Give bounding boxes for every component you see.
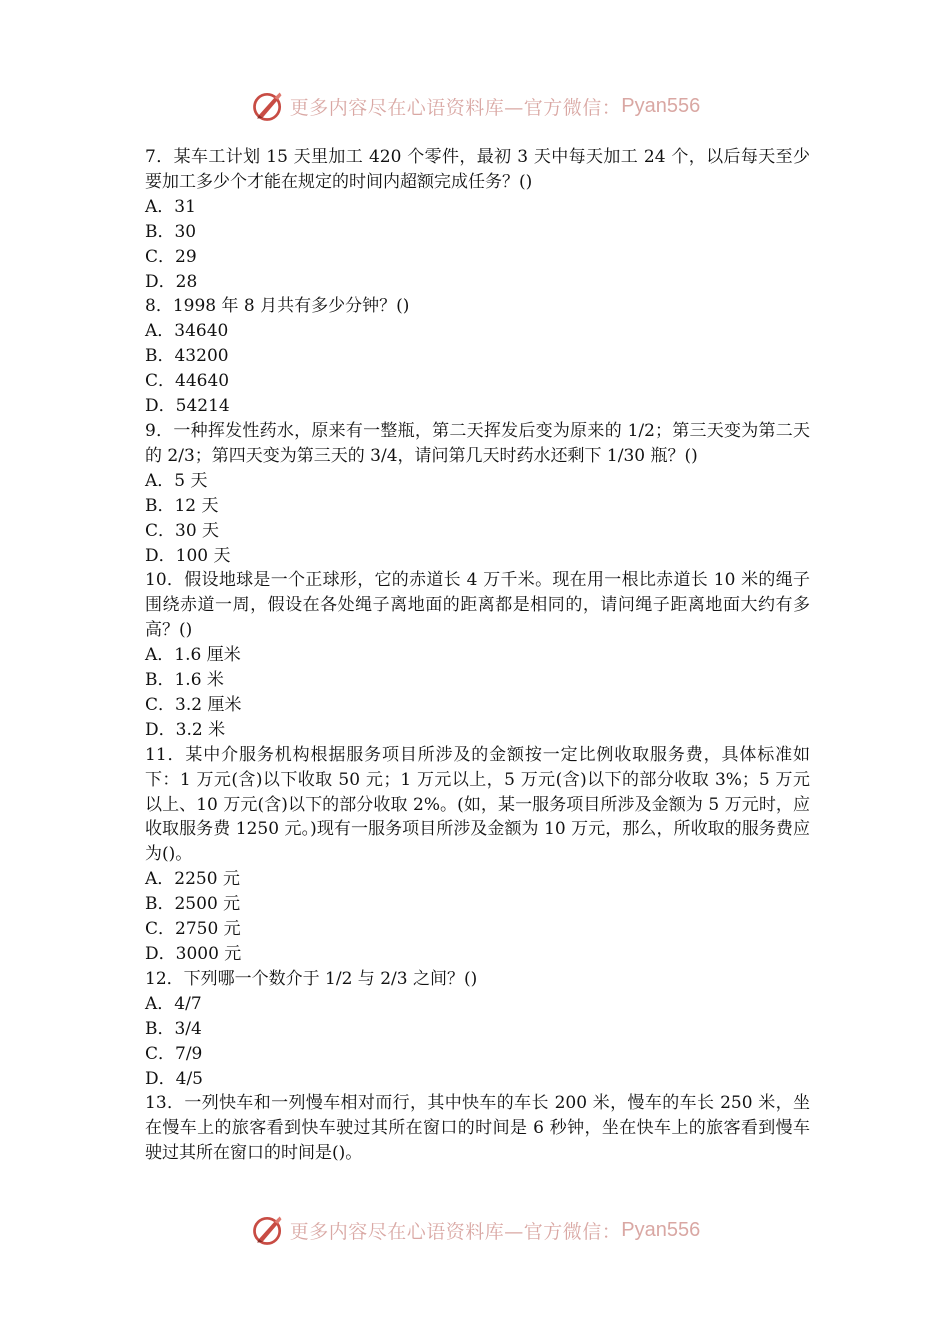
option-b: B．12 天 bbox=[145, 495, 219, 516]
option-d: D．4/5 bbox=[145, 1068, 203, 1089]
header-banner-text: 更多内容尽在心语资料库—官方微信： bbox=[289, 96, 622, 119]
option-b: B．43200 bbox=[145, 346, 229, 367]
question-11 bbox=[145, 743, 810, 967]
question-10 bbox=[145, 568, 810, 742]
question-text: 11．某中介服务机构根据服务项目所涉及的金额按一定比例收取服务费，具体标准如下：1 万元(含)以下收取 50 元；1 万元以上，5 万元(含)以下的部分收取 3%；5 万元以上、10 万元(含)以下的部分收取 2%。(如，某一服务项目所涉及金额为 5 万元时，应收取服务费 1250 元。)现有一服务项目所涉及金额为 10 万元，那么，所收取的服务费应为()。 bbox=[145, 744, 810, 865]
option-d: D．3000 元 bbox=[145, 944, 242, 964]
option-c: C．7/9 bbox=[145, 1043, 203, 1064]
question-7 bbox=[145, 145, 810, 294]
option-c: C．3.2 厘米 bbox=[145, 694, 242, 715]
footer-banner-text: 更多内容尽在心语资料库—官方微信： bbox=[289, 1220, 622, 1243]
header-wechat-id: Pyan556 bbox=[621, 94, 701, 117]
question-12 bbox=[145, 967, 810, 1092]
footer-banner bbox=[0, 1210, 950, 1250]
option-a: A．5 天 bbox=[145, 470, 208, 491]
option-b: B．3/4 bbox=[145, 1018, 202, 1039]
option-d: D．3.2 米 bbox=[145, 719, 226, 740]
option-b: B．2500 元 bbox=[145, 894, 241, 915]
option-d: D．100 天 bbox=[145, 545, 231, 566]
option-c: C．2750 元 bbox=[145, 919, 241, 940]
option-a: A．31 bbox=[145, 196, 196, 217]
question-text: 7．某车工计划 15 天里加工 420 个零件，最初 3 天中每天加工 24 个，以后每天至少要加工多少个才能在规定的时间内超额完成任务？() bbox=[145, 147, 810, 192]
question-9 bbox=[145, 419, 810, 568]
question-text: 12．下列哪一个数介于 1/2 与 2/3 之间？() bbox=[145, 968, 478, 989]
question-text: 10．假设地球是一个正球形，它的赤道长 4 万千米。现在用一根比赤道长 10 米的绳子围绕赤道一周，假设在各处绳子离地面的距离都是相同的，请问绳子距离地面大约有多高？() bbox=[145, 570, 810, 641]
option-a: A．1.6 厘米 bbox=[145, 645, 241, 666]
question-8 bbox=[145, 294, 810, 419]
option-c: C．29 bbox=[145, 246, 197, 267]
option-a: A．34640 bbox=[145, 321, 229, 342]
question-text: 8．1998 年 8 月共有多少分钟？() bbox=[145, 296, 410, 317]
option-c: C．44640 bbox=[145, 371, 230, 392]
pen-logo-icon bbox=[250, 88, 286, 124]
option-b: B．1.6 米 bbox=[145, 670, 224, 691]
option-a: A．2250 元 bbox=[145, 869, 240, 890]
pen-logo-icon bbox=[250, 1212, 286, 1248]
option-b: B．30 bbox=[145, 221, 197, 242]
question-13 bbox=[145, 1091, 810, 1166]
footer-wechat-id: Pyan556 bbox=[621, 1218, 701, 1241]
option-c: C．30 天 bbox=[145, 520, 220, 541]
option-d: D．54214 bbox=[145, 396, 230, 417]
option-a: A．4/7 bbox=[145, 993, 202, 1014]
option-d: D．28 bbox=[145, 271, 198, 292]
question-list bbox=[145, 145, 810, 1166]
question-text: 9．一种挥发性药水，原来有一整瓶，第二天挥发后变为原来的 1/2；第三天变为第二天的 2/3；第四天变为第三天的 3/4，请问第几天时药水还剩下 1/30 瓶？() bbox=[145, 420, 810, 466]
question-text: 13．一列快车和一列慢车相对而行，其中快车的车长 200 米，慢车的车长 250 米，坐在慢车上的旅客看到快车驶过其所在窗口的时间是 6 秒钟，坐在快车上的旅客看到慢车驶过其所在窗口的时间是()。 bbox=[145, 1093, 810, 1164]
header-banner bbox=[0, 86, 950, 126]
